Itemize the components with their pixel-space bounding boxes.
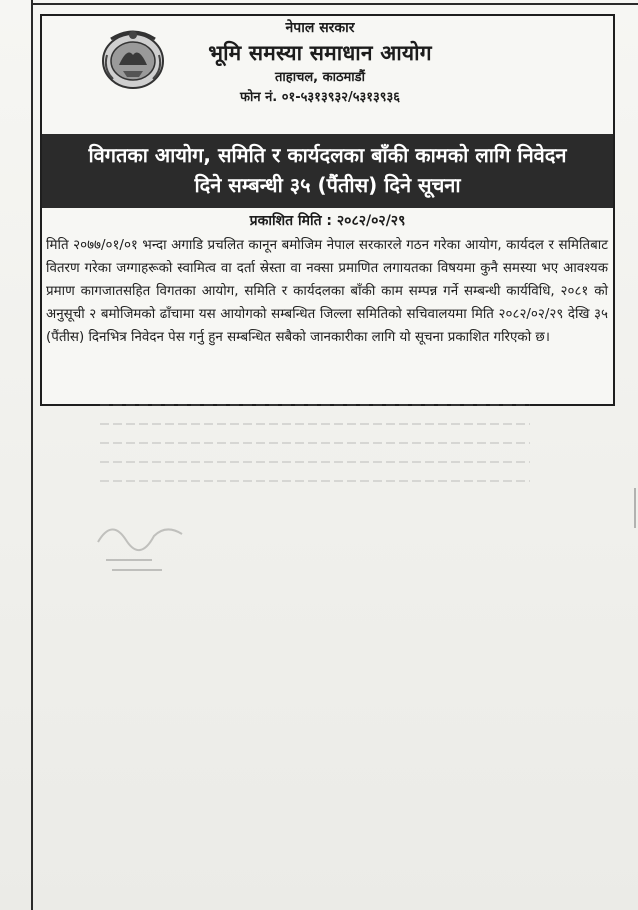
nepal-emblem-icon [97,25,169,91]
page-left-rule [31,0,33,910]
office-address: ताहाचल, काठमाडौं [275,70,365,85]
notice-title-line-1: विगतका आयोग, समिति र कार्यदलका बाँकी कामको लागि निवेदन [88,143,567,167]
notice-title-band [42,134,613,208]
page-right-edge-mark [634,488,636,528]
page-top-rule [31,3,638,5]
notice-body: मिति २०७७/०१/०१ भन्दा अगाडि प्रचलित कानून बमोजिम नेपाल सरकारले गठन गरेका आयोग, कार्यदल र समितिबाट वितरण गरेका जग्गाहरूको स्वामित्व वा दर्ता स्रेस्ता वा नक्सा प्रमाणित लगायतका विषयमा कुनै समस्या भए आवश्यक प्रमाण कागजातसहित विगतका आयोग, समिति र कार्यदलका बाँकी काम सम्पन्न गर्ने सम्बन्धी कार्यविधि, २०८१ को अनुसूची २ बमोजिमको ढाँचामा यस आयोगको सम्बन्धित जिल्ला समितिको सचिवालयमा मिति २०८२/०२/२९ देखि ३५ (पैंतीस) दिनभित्र निवेदन पेस गर्नु हुन सम्बन्धित सबैको जानकारीका लागि यो सूचना प्रकाशित गरिएको छ। [46,238,608,345]
office-header [170,18,470,108]
commission-name: भूमि समस्या समाधान आयोग [208,41,432,65]
office-phone: फोन नं. ०१-५३१३९३२/५३१३९३६ [239,90,401,105]
faded-signature-icon [92,512,202,576]
bleed-through-text [100,404,530,504]
published-date: प्रकाशित मिति : २०८२/०२/२९ [249,213,406,229]
notice-title-line-2: दिने सम्बन्धी ३५ (पैंतीस) दिने सूचना [194,173,461,197]
government-name: नेपाल सरकार [285,20,355,36]
